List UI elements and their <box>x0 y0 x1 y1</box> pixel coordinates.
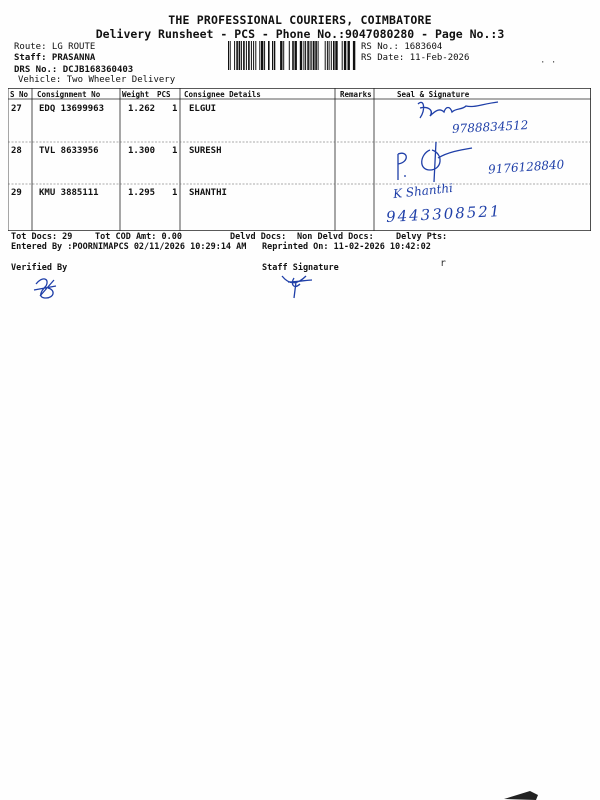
col-consignment: Consignment No <box>37 90 101 99</box>
row-consignee: SHANTHI <box>189 188 227 198</box>
barcode-bar <box>230 41 231 70</box>
row-consignee: ELGUI <box>189 104 217 114</box>
staff-label: Staff: PRASANNA <box>14 53 96 63</box>
row-sno: 28 <box>11 146 22 156</box>
barcode-bar <box>274 41 276 70</box>
barcode-bar <box>280 41 282 70</box>
row-weight: 1.300 <box>128 146 156 156</box>
staff-signature-image <box>276 270 316 300</box>
barcode-bar <box>253 41 254 70</box>
signature-row29-phone: 9443308521 <box>385 201 502 227</box>
barcode-bar <box>283 41 284 70</box>
rs-number: RS No.: 1683604 <box>361 42 443 52</box>
row-pcs: 1 <box>172 188 178 198</box>
barcode-bar <box>234 41 235 70</box>
reprinted-on: Reprinted On: 11-02-2026 10:42:02 <box>262 242 431 252</box>
col-weight: Weight <box>122 90 150 99</box>
barcode-bar <box>353 41 355 70</box>
barcode-bar <box>300 41 302 70</box>
barcode-bar <box>259 41 260 70</box>
barcode-bar <box>325 41 326 70</box>
row-consignee: SURESH <box>189 146 222 156</box>
route-label: Route: LG ROUTE <box>14 42 96 52</box>
col-consignee: Consignee Details <box>184 90 261 99</box>
drs-number: DRS No.: DCJB168360403 <box>14 65 134 75</box>
barcode-bar <box>335 41 337 70</box>
barcode-bar <box>251 41 252 70</box>
row-pcs: 1 <box>172 104 178 114</box>
delivery-points: Delvy Pts: <box>396 232 448 242</box>
barcode-image <box>228 41 356 70</box>
row-weight: 1.262 <box>128 104 156 114</box>
signature-row27-phone: 9788834512 <box>451 118 529 136</box>
barcode-bar <box>248 41 250 70</box>
verified-by-label: Verified By <box>11 263 68 273</box>
barcode-bar <box>329 41 330 70</box>
barcode-bar <box>348 41 350 70</box>
barcode-bar <box>264 41 265 70</box>
barcode-bar <box>295 41 297 70</box>
barcode-bar <box>268 41 270 70</box>
entered-by: Entered By :POORNIMAPCS 02/11/2026 10:29:14 AM <box>11 242 247 252</box>
col-pcs: PCS <box>157 90 171 99</box>
barcode-bar <box>342 41 343 70</box>
row-sno: 27 <box>11 104 22 114</box>
stray-mark: r <box>440 258 447 269</box>
rs-date: RS Date: 11-Feb-2026 <box>361 53 470 63</box>
signature-row28-phone: 9176128840 <box>487 157 565 177</box>
row-consignment: EDQ 13699963 <box>39 104 105 114</box>
barcode-bar <box>315 41 317 70</box>
row-pcs: 1 <box>172 146 178 156</box>
barcode-bar <box>239 41 241 70</box>
barcode-bar <box>318 41 319 70</box>
barcode-bar <box>303 41 304 70</box>
col-sno: S No <box>10 90 29 99</box>
barcode-bar <box>228 41 229 70</box>
delivered-docs: Delvd Docs: <box>230 232 287 242</box>
barcode-bar <box>246 41 247 70</box>
company-title: THE PROFESSIONAL COURIERS, COIMBATORE <box>168 13 432 27</box>
barcode-bar <box>344 41 346 70</box>
verified-signature-image <box>30 274 62 302</box>
runsheet-subtitle: Delivery Runsheet - PCS - Phone No.:9047080280 - Page No.:3 <box>95 27 505 41</box>
stray-mark: · · <box>540 58 557 68</box>
barcode-bar <box>261 41 263 70</box>
non-delivered-docs: Non Delvd Docs: <box>297 232 374 242</box>
barcode-bar <box>289 41 290 70</box>
barcode-bar <box>310 41 311 70</box>
barcode-bar <box>305 41 306 70</box>
barcode-bar <box>327 41 328 70</box>
total-cod-amount: Tot COD Amt: 0.00 <box>95 232 182 242</box>
barcode-bar <box>243 41 245 70</box>
barcode-bar <box>255 41 256 70</box>
barcode-bar <box>272 41 273 70</box>
barcode-bar <box>311 41 312 70</box>
signature-row29-name: K Shanthi <box>392 180 454 202</box>
row-sno: 29 <box>11 188 22 198</box>
barcode-bar <box>331 41 332 70</box>
barcode-bar <box>333 41 335 70</box>
barcode-bar <box>241 41 242 70</box>
col-remarks: Remarks <box>340 90 372 99</box>
total-docs: Tot Docs: 29 <box>11 232 73 242</box>
col-seal-signature: Seal & Signature <box>397 90 470 99</box>
row-consignment: KMU 3885111 <box>39 188 99 198</box>
vehicle-label: Vehicle: Two Wheeler Delivery <box>18 75 176 85</box>
row-consignment: TVL 8633956 <box>39 146 99 156</box>
barcode-bar <box>307 41 309 70</box>
row-weight: 1.295 <box>128 188 156 198</box>
barcode-bar <box>236 41 238 70</box>
staff-signature-label: Staff Signature <box>262 263 339 273</box>
barcode-bar <box>292 41 294 70</box>
scan-artifact <box>500 785 540 800</box>
barcode-bar <box>313 41 315 70</box>
signature-row28-image <box>390 136 490 186</box>
